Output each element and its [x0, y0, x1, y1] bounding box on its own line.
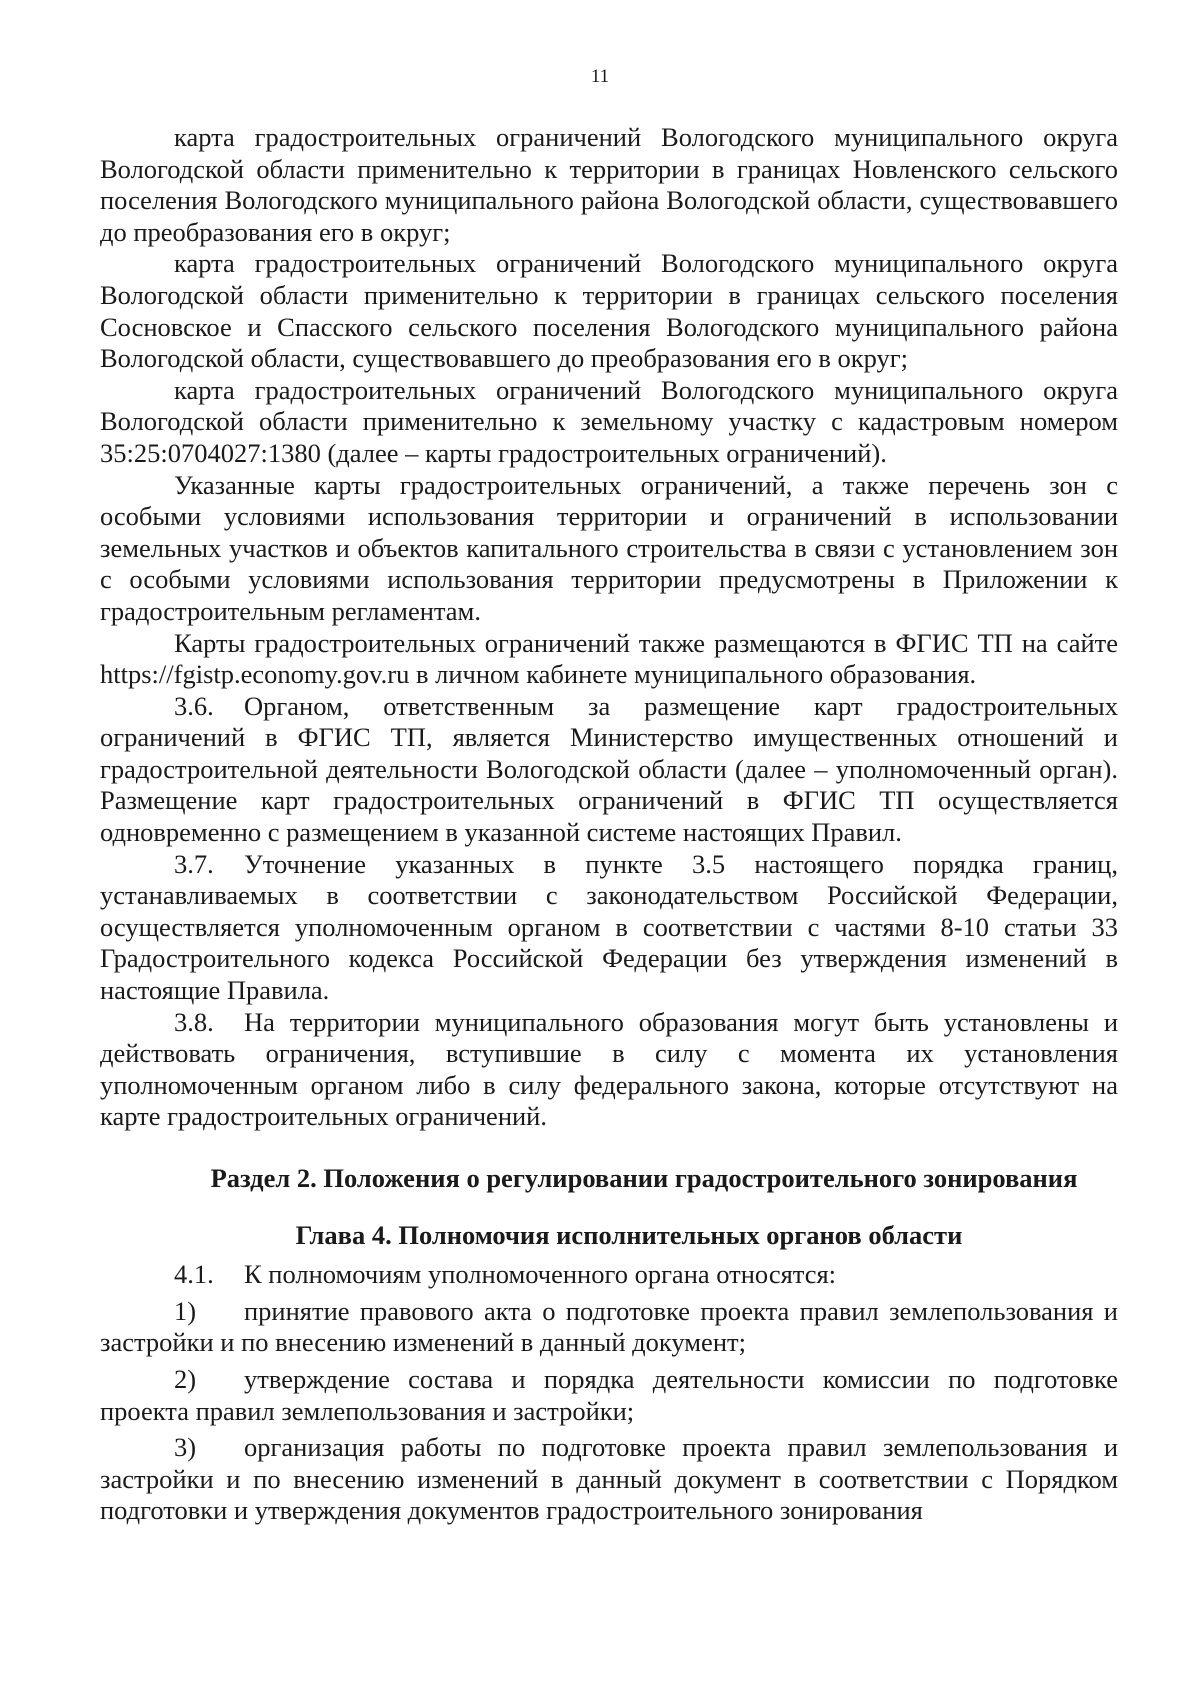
paragraph-maps-fgis: Карты градостроительных ограничений также размещаются в ФГИС ТП на сайте https://fgistp.economy.gov.ru в личном кабинете муниципального образования.	[100, 627, 1118, 690]
clause-text: Уточнение указанных в пункте 3.5 настоящего порядка границ, устанавливаемых в соответствии с законодательством Российской Федерации, осуществляется уполномоченным органом в соответствии с частями 8-10 статьи 33 Градостроительного кодекса Российской Федерации без утверждения изменений в настоящие Правила.	[100, 848, 1118, 1006]
list-number: 3)	[174, 1432, 197, 1463]
clause-text: Органом, ответственным за размещение карт градостроительных ограничений в ФГИС ТП, является Министерство имущественных отношений и градостроительной деятельности Вологодской области (далее – уполномоченный орган). Размещение карт градостроительных ограничений в ФГИС ТП осуществляется одновременно с размещением в указанной системе настоящих Правил.	[100, 690, 1118, 848]
list-number: 2)	[174, 1363, 197, 1394]
clause-3-8	[100, 1007, 1118, 1133]
clause-3-7	[100, 849, 1118, 1007]
clause-text: На территории муниципального образования могут быть установлены и действовать ограничения, вступившие в силу с момента их установления уполномоченным органом либо в силу федерального закона, которые отсутствуют на карте градостроительных ограничений.	[100, 1006, 1118, 1132]
clause-number: 3.7.	[174, 848, 214, 879]
clause-number: 4.1.	[174, 1259, 214, 1290]
list-number: 1)	[174, 1295, 197, 1326]
clause-3-6	[100, 691, 1118, 849]
list-item-1	[100, 1296, 1118, 1359]
clause-number: 3.8.	[174, 1006, 214, 1037]
paragraph-map-sosnovskoe: карта градостроительных ограничений Вологодского муниципального округа Вологодской области применительно к территории в границах сельского поселения Сосновское и Спасского сельского поселения Вологодского муниципального района Вологодской области, существовавшего до преобразования его в округ;	[100, 248, 1118, 374]
list-text: организация работы по подготовке проекта правил землепользования и застройки и по внесению изменений в данный документ в соответствии с Порядком подготовки и утверждения документов градостроительного зонирования	[100, 1432, 1118, 1526]
page-number: 11	[590, 66, 610, 87]
document-body	[100, 122, 1118, 1527]
list-item-3	[100, 1432, 1118, 1527]
paragraph-map-cadastral: карта градостроительных ограничений Вологодского муниципального округа Вологодской области применительно к земельному участку с кадастровым номером 35:25:0704027:1380 (далее – карты градостроительных ограничений).	[100, 374, 1118, 468]
chapter-title: Глава 4. Полномочия исполнительных органов области	[295, 1219, 963, 1250]
list-item-2	[100, 1364, 1118, 1427]
section-title: Раздел 2. Положения о регулировании градостроительного зонирования	[210, 1163, 1078, 1193]
clause-text: К полномочиям уполномоченного органа относятся:	[244, 1259, 837, 1290]
paragraph-map-novlenskoe: карта градостроительных ограничений Вологодского муниципального округа Вологодской области применительно к территории в границах Новленского сельского поселения Вологодского муниципального района Вологодской области, существовавшего до преобразования его в округ;	[100, 122, 1118, 247]
list-text: утверждение состава и порядка деятельности комиссии по подготовке проекта правил землепользования и застройки;	[100, 1363, 1118, 1426]
clause-number: 3.6.	[174, 690, 214, 721]
list-text: принятие правового акта о подготовке проекта правил землепользования и застройки и по внесению изменений в данный документ;	[100, 1295, 1118, 1358]
paragraph-maps-appendix: Указанные карты градостроительных ограничений, а также перечень зон с особыми условиями использования территории и ограничений в использовании земельных участков и объектов капитального строительства в связи с установлением зон с особыми условиями использования территории предусмотрены в Приложении к градостроительным регламентам.	[100, 469, 1118, 626]
clause-4-1	[100, 1259, 1118, 1291]
